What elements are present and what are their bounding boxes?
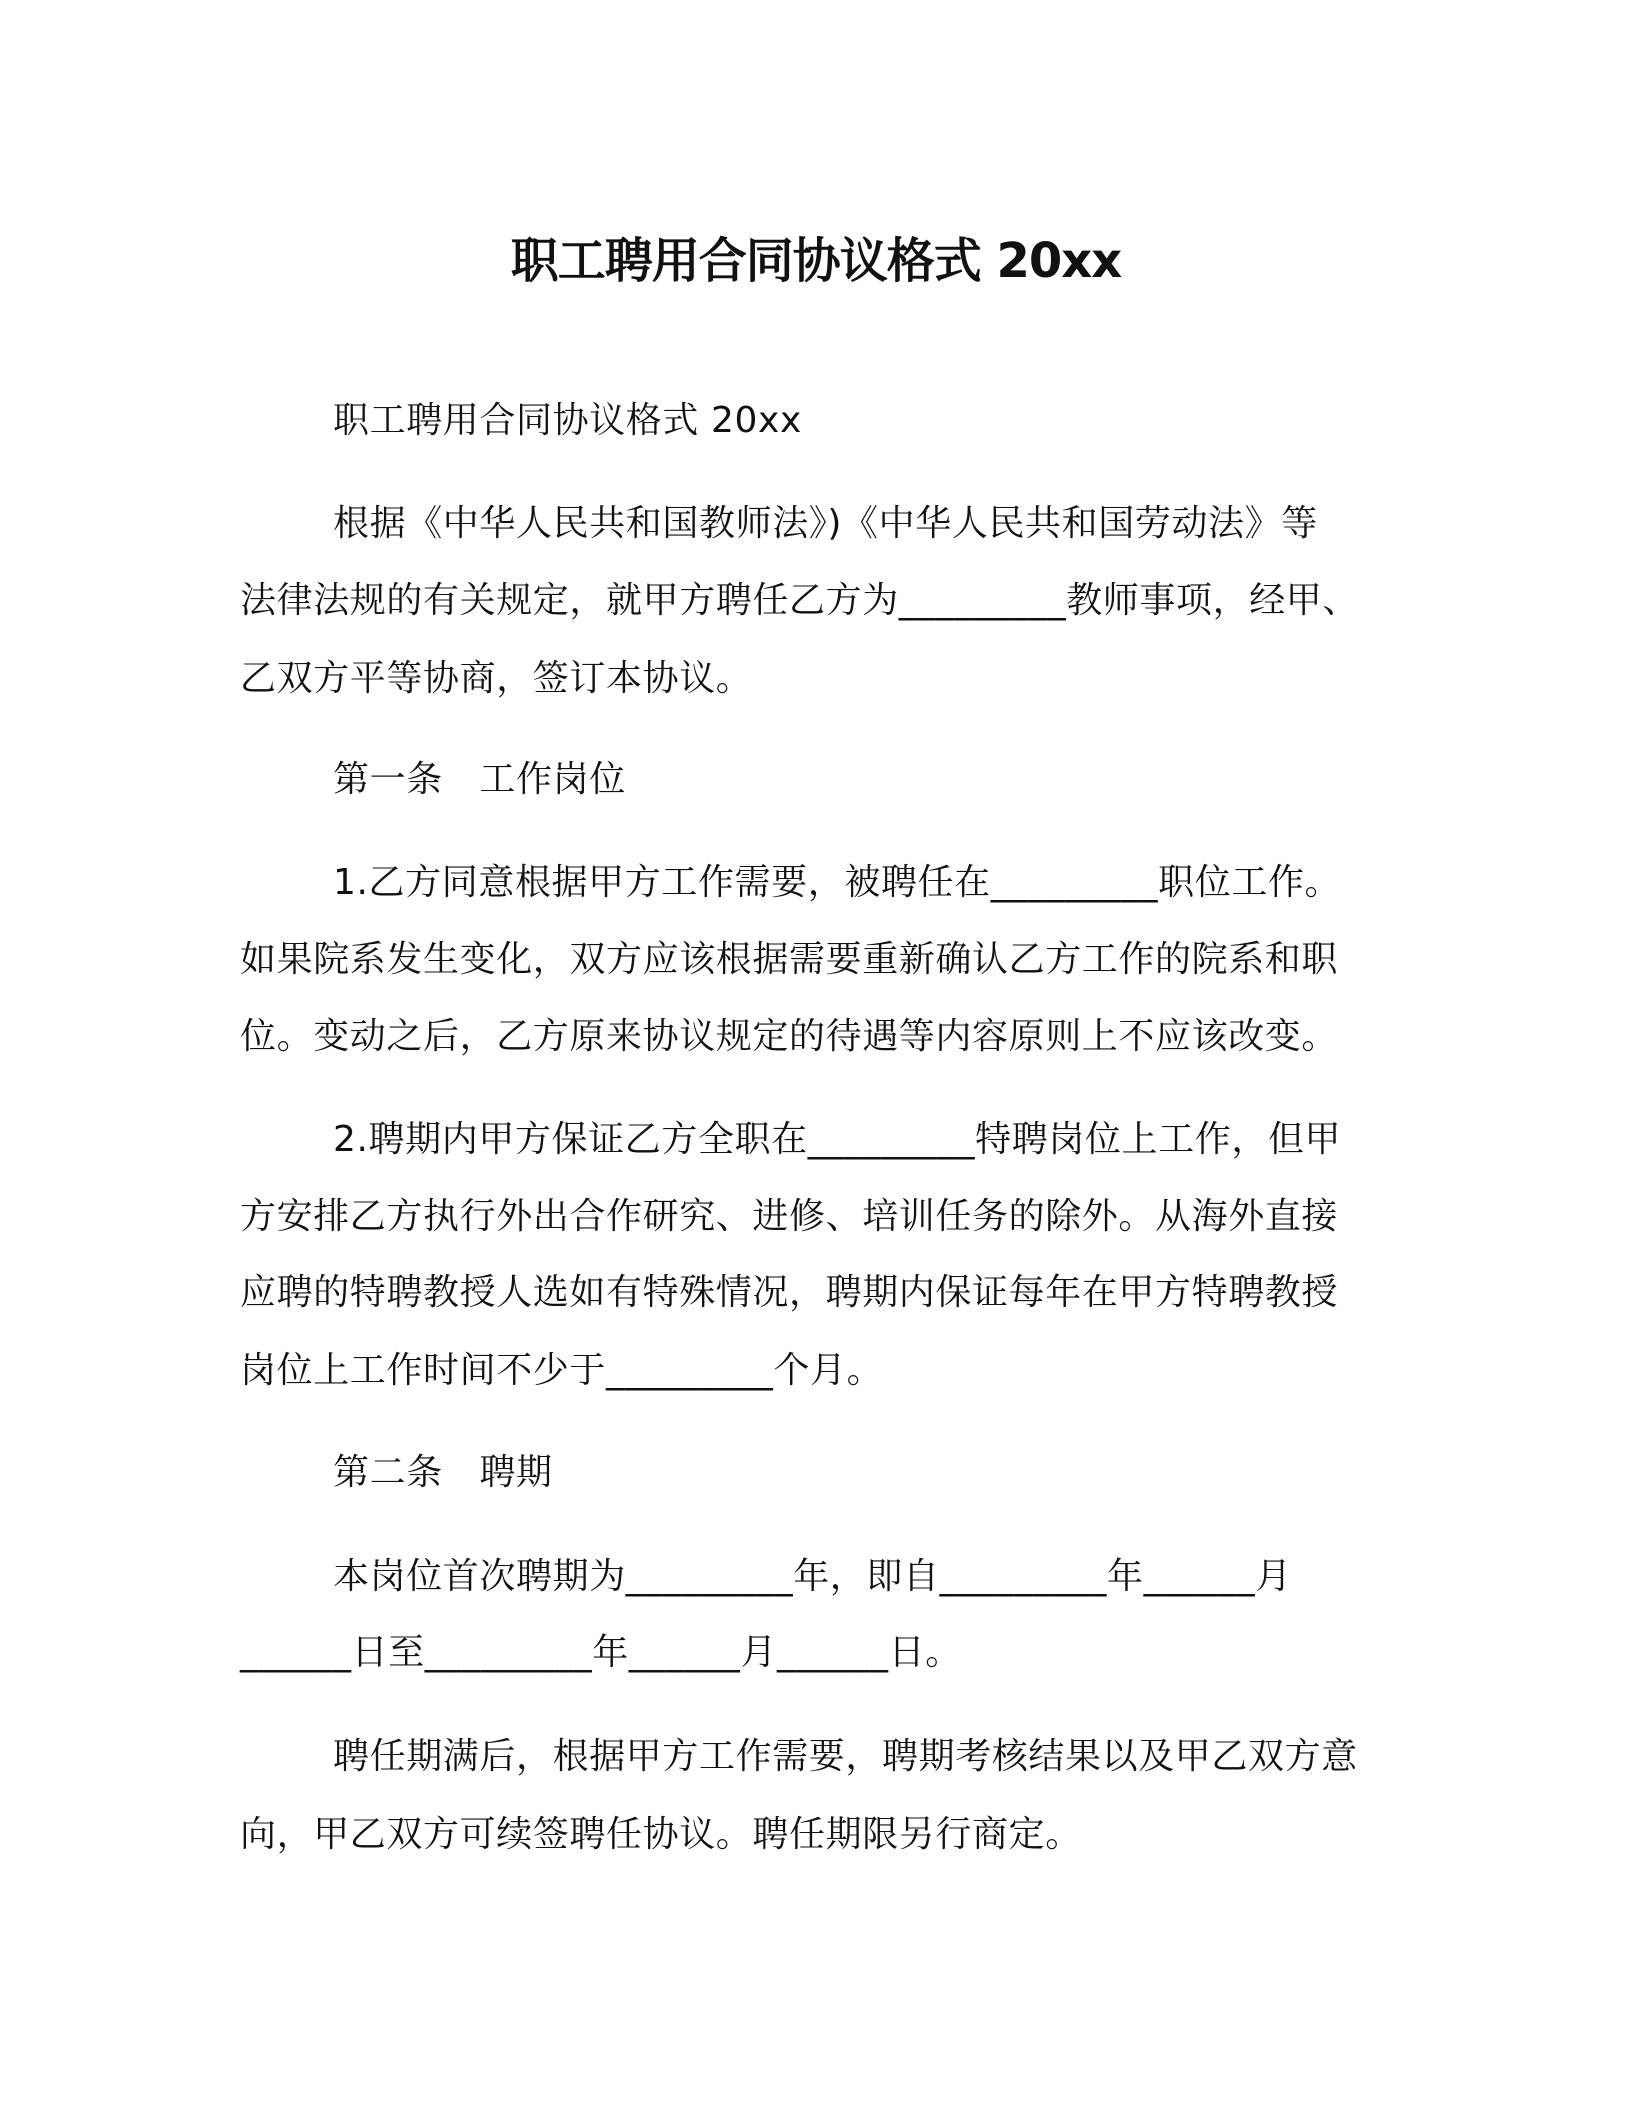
intro-line: 乙双方平等协商，签订本协议。 (240, 658, 753, 699)
article-1-clause-2-line: 岗位上工作时间不少于_________个月。 (240, 1350, 884, 1391)
article-1-clause-2-line: 方安排乙方执行外出合作研究、进修、培训任务的除外。从海外直接 (240, 1196, 1339, 1237)
article-2-renewal-line: 聘任期满后，根据甲方工作需要，聘期考核结果以及甲乙双方意 (333, 1736, 1358, 1777)
article-1-clause-1-line: 位。变动之后，乙方原来协议规定的待遇等内容原则上不应该改变。 (240, 1016, 1339, 1057)
article-1-heading: 第一条 工作岗位 (333, 759, 626, 800)
document-title: 职工聘用合同协议格式 20xx (510, 233, 1122, 289)
article-1-clause-1-line: 如果院系发生变化，双方应该根据需要重新确认乙方工作的院系和职 (240, 939, 1339, 980)
article-2-heading: 第二条 聘期 (333, 1452, 553, 1493)
document-subtitle: 职工聘用合同协议格式 20xx (333, 400, 802, 441)
article-1-clause-2-line: 2.聘期内甲方保证乙方全职在_________特聘岗位上工作，但甲 (333, 1119, 1342, 1160)
article-2-term-line: 本岗位首次聘期为_________年，即自_________年______月 (333, 1556, 1292, 1597)
article-1-clause-1-line: 1.乙方同意根据甲方工作需要，被聘任在_________职位工作。 (333, 862, 1342, 903)
article-2-renewal-line: 向，甲乙双方可续签聘任协议。聘任期限另行商定。 (240, 1814, 1082, 1855)
article-1-clause-2-line: 应聘的特聘教授人选如有特殊情况，聘期内保证每年在甲方特聘教授 (240, 1272, 1339, 1313)
intro-line: 根据《中华人民共和国教师法》)《中华人民共和国劳动法》等 (333, 503, 1318, 544)
intro-line: 法律法规的有关规定，就甲方聘任乙方为_________教师事项，经甲、 (240, 580, 1359, 621)
article-2-term-line: ______日至_________年______月______日。 (240, 1632, 962, 1673)
